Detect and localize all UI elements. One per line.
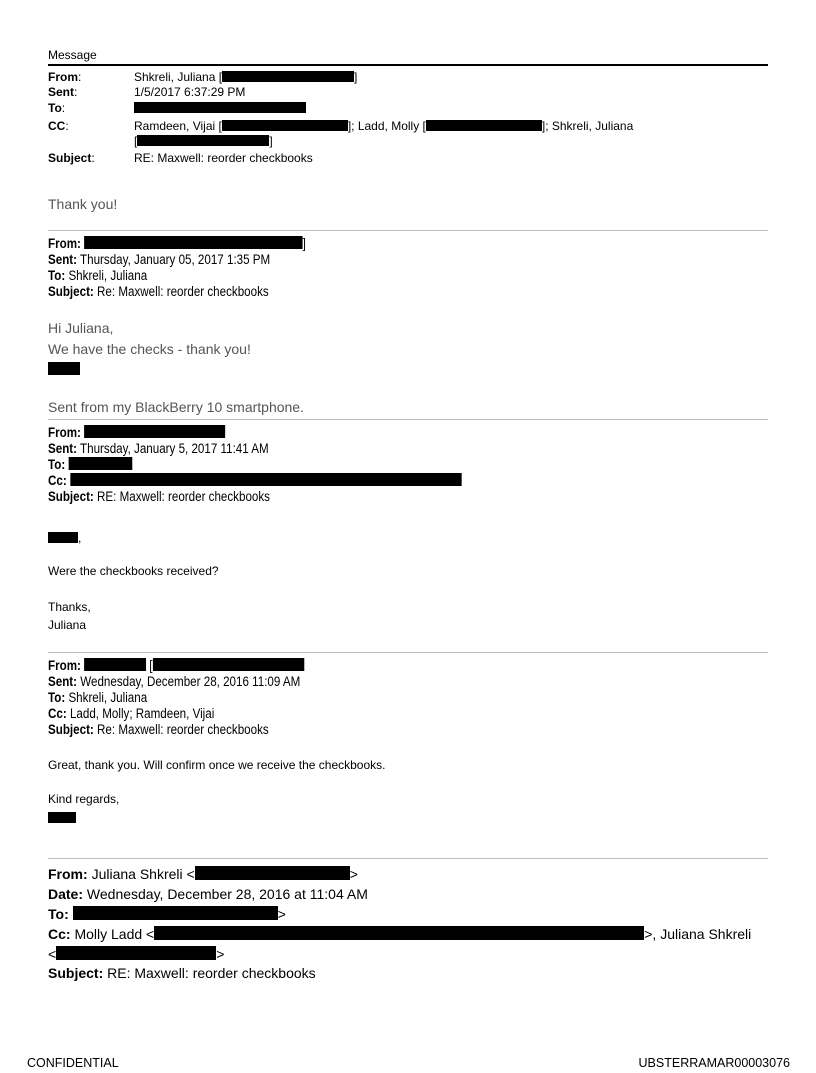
msg1-greeting: Hi Juliana, xyxy=(48,320,114,336)
msg3-cc: Cc: Ladd, Molly; Ramdeen, Vijai xyxy=(48,706,215,721)
msg1-sent: Sent: Thursday, January 05, 2017 1:35 PM xyxy=(48,252,271,267)
msg3-from: From: [ xyxy=(48,658,304,674)
redaction-bar xyxy=(84,236,302,249)
header-sent-label: Sent: xyxy=(48,85,78,99)
message-divider xyxy=(48,652,768,653)
msg1-body: We have the checks - thank you! xyxy=(48,341,251,357)
msg3-sent: Sent: Wednesday, December 28, 2016 11:09 AM xyxy=(48,674,301,689)
redaction-bar xyxy=(153,658,304,671)
msg2-greeting: , xyxy=(48,531,81,546)
header-cc-value-line2: [ ] xyxy=(134,134,273,148)
redaction-bar xyxy=(70,473,461,486)
header-subject-label: Subject: xyxy=(48,151,95,165)
msg2-to: To: xyxy=(48,457,132,473)
redaction-bar xyxy=(134,102,306,113)
footer-confidential: CONFIDENTIAL xyxy=(27,1056,119,1070)
msg2-name: Juliana xyxy=(48,618,87,632)
message-title: Message xyxy=(48,48,97,62)
redaction-bar xyxy=(73,906,278,920)
header-subject-value: RE: Maxwell: reorder checkbooks xyxy=(134,151,313,165)
redaction-bar xyxy=(84,425,225,438)
msg2-from: From: xyxy=(48,425,225,441)
msg3-closing: Kind regards, xyxy=(48,792,120,806)
redaction-bar xyxy=(137,135,269,146)
header-to-value xyxy=(134,101,306,116)
redaction-bar xyxy=(426,120,542,131)
redaction-bar xyxy=(222,120,348,131)
msg3-body: Great, thank you. Will confirm once we receive the checkbooks. xyxy=(48,758,386,772)
header-divider xyxy=(48,64,768,66)
msg3-to: To: Shkreli, Juliana xyxy=(48,690,148,705)
redaction-bar xyxy=(222,71,354,82)
msg4-date: Date: Wednesday, December 28, 2016 at 11:04 AM xyxy=(48,886,368,902)
redaction-bar xyxy=(195,866,350,880)
redaction-bar xyxy=(68,457,132,470)
header-from-label: From: xyxy=(48,70,82,84)
msg4-cc-line2: < > xyxy=(48,946,225,962)
msg1-signature: Sent from my BlackBerry 10 smartphone. xyxy=(48,399,304,415)
message-body: Thank you! xyxy=(48,196,118,212)
msg4-from: From: Juliana Shkreli < > xyxy=(48,866,358,882)
redaction-bar xyxy=(48,812,76,823)
msg4-to: To: > xyxy=(48,906,286,922)
message-divider xyxy=(48,419,768,420)
footer-bates-number: UBSTERRAMAR00003076 xyxy=(638,1056,790,1070)
msg4-cc: Cc: Molly Ladd < >, Juliana Shkreli xyxy=(48,926,752,942)
msg1-to: To: Shkreli, Juliana xyxy=(48,268,148,283)
redaction-bar xyxy=(154,926,644,940)
msg2-body: Were the checkbooks received? xyxy=(48,564,219,578)
header-from-value: Shkreli, Juliana [ ] xyxy=(134,70,358,84)
redaction-bar xyxy=(48,532,78,543)
msg2-closing: Thanks, xyxy=(48,600,91,614)
header-sent-value: 1/5/2017 6:37:29 PM xyxy=(134,85,246,99)
msg3-subject: Subject: Re: Maxwell: reorder checkbooks xyxy=(48,722,269,737)
header-cc-label: CC: xyxy=(48,119,69,133)
message-divider xyxy=(48,230,768,231)
msg4-subject: Subject: RE: Maxwell: reorder checkbooks xyxy=(48,965,316,981)
msg2-subject: Subject: RE: Maxwell: reorder checkbooks xyxy=(48,489,270,504)
redaction-bar xyxy=(84,658,146,671)
msg1-subject: Subject: Re: Maxwell: reorder checkbooks xyxy=(48,284,269,299)
redaction-bar xyxy=(56,946,216,960)
msg2-cc: Cc: xyxy=(48,473,461,489)
msg1-from: From: ] xyxy=(48,236,306,251)
header-cc-value: Ramdeen, Vijai [ ]; Ladd, Molly [ ]; Shkreli, Juliana xyxy=(134,119,634,133)
msg2-sent: Sent: Thursday, January 5, 2017 11:41 AM xyxy=(48,441,269,456)
message-divider xyxy=(48,858,768,859)
redaction-bar xyxy=(48,362,80,375)
header-to-label: To: xyxy=(48,101,66,115)
